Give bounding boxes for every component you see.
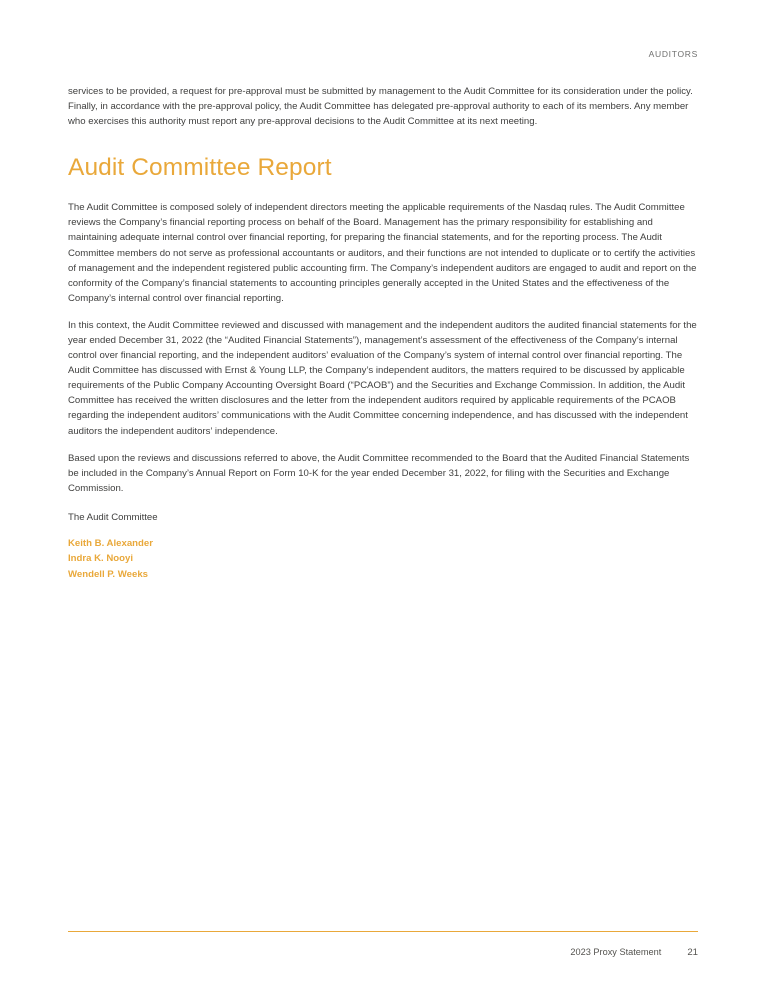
signer-name: Keith B. Alexander [68, 538, 153, 549]
intro-paragraph: services to be provided, a request for pre-approval must be submitted by management to the Audit Committee for its consideration under the policy. Finally, in accordance with the pre-approval policy, the Audit Committee has delegated pre-approval authority to each of its members. Any member who exercises this authority must report any pre-approval decisions to the Audit Committee at its next meeting. [68, 86, 693, 128]
signer-name: Wendell P. Weeks [68, 568, 148, 580]
signer-name: Indra K. Nooyi [68, 553, 134, 565]
body-paragraph-1: The Audit Committee is composed solely of independent directors meeting the applicable requirements of the Nasdaq rules. The Audit Committee reviews the Company’s financial reporting process on behalf of the Board. Management has the primary responsibility for establishing and maintaining adequate internal control over financial reporting, for preparing the financial statements, and for the reporting process. The Audit Committee members do not serve as professional accountants or auditors, and their functions are not intended to duplicate or to certify the activities of management and the independent registered public accounting firm. The Company’s independent auditors are engaged to audit and report on the conformity of the Company’s financial statements to accounting principles generally accepted in the United States and the effectiveness of the Company’s internal control over financial reporting. [68, 202, 697, 304]
footer-divider [68, 931, 698, 932]
page-footer [570, 947, 698, 958]
body-paragraph-2: In this context, the Audit Committee reviewed and discussed with management and the independent auditors the audited financial statements for the year ended December 31, 2022 (the “Audited Financial Statements”), management’s assessment of the effectiveness of the Company’s internal control over financial reporting, and the independent auditors’ evaluation of the Company’s system of internal control over financial reporting. The Audit Committee has discussed with Ernst & Young LLP, the Company’s independent auditors, the matters required to be discussed by applicable requirements of the Public Company Accounting Oversight Board (“PCAOB”) and the Securities and Exchange Commission. In addition, the Audit Committee has received the written disclosures and the letter from the independent auditors required by applicable requirements of the PCAOB regarding the independent auditors’ communications with the Audit Committee concerning independence, and has discussed with the independent auditors the independent auditors’ independence. [68, 319, 697, 437]
page-content [68, 84, 698, 582]
body-paragraph-3: Based upon the reviews and discussions referred to above, the Audit Committee recommended to the Board that the Audited Financial Statements be included in the Company’s Annual Report on Form 10-K for the year ended December 31, 2022, for filing with the Securities and Exchange Commission. [68, 452, 690, 494]
running-head: AUDITORS [648, 49, 698, 59]
signer-list [68, 536, 698, 582]
footer-page-number: 21 [687, 947, 698, 958]
signoff-label: The Audit Committee [68, 511, 158, 523]
footer-document-title: 2023 Proxy Statement [570, 947, 662, 957]
page-title: Audit Committee Report [68, 154, 332, 182]
